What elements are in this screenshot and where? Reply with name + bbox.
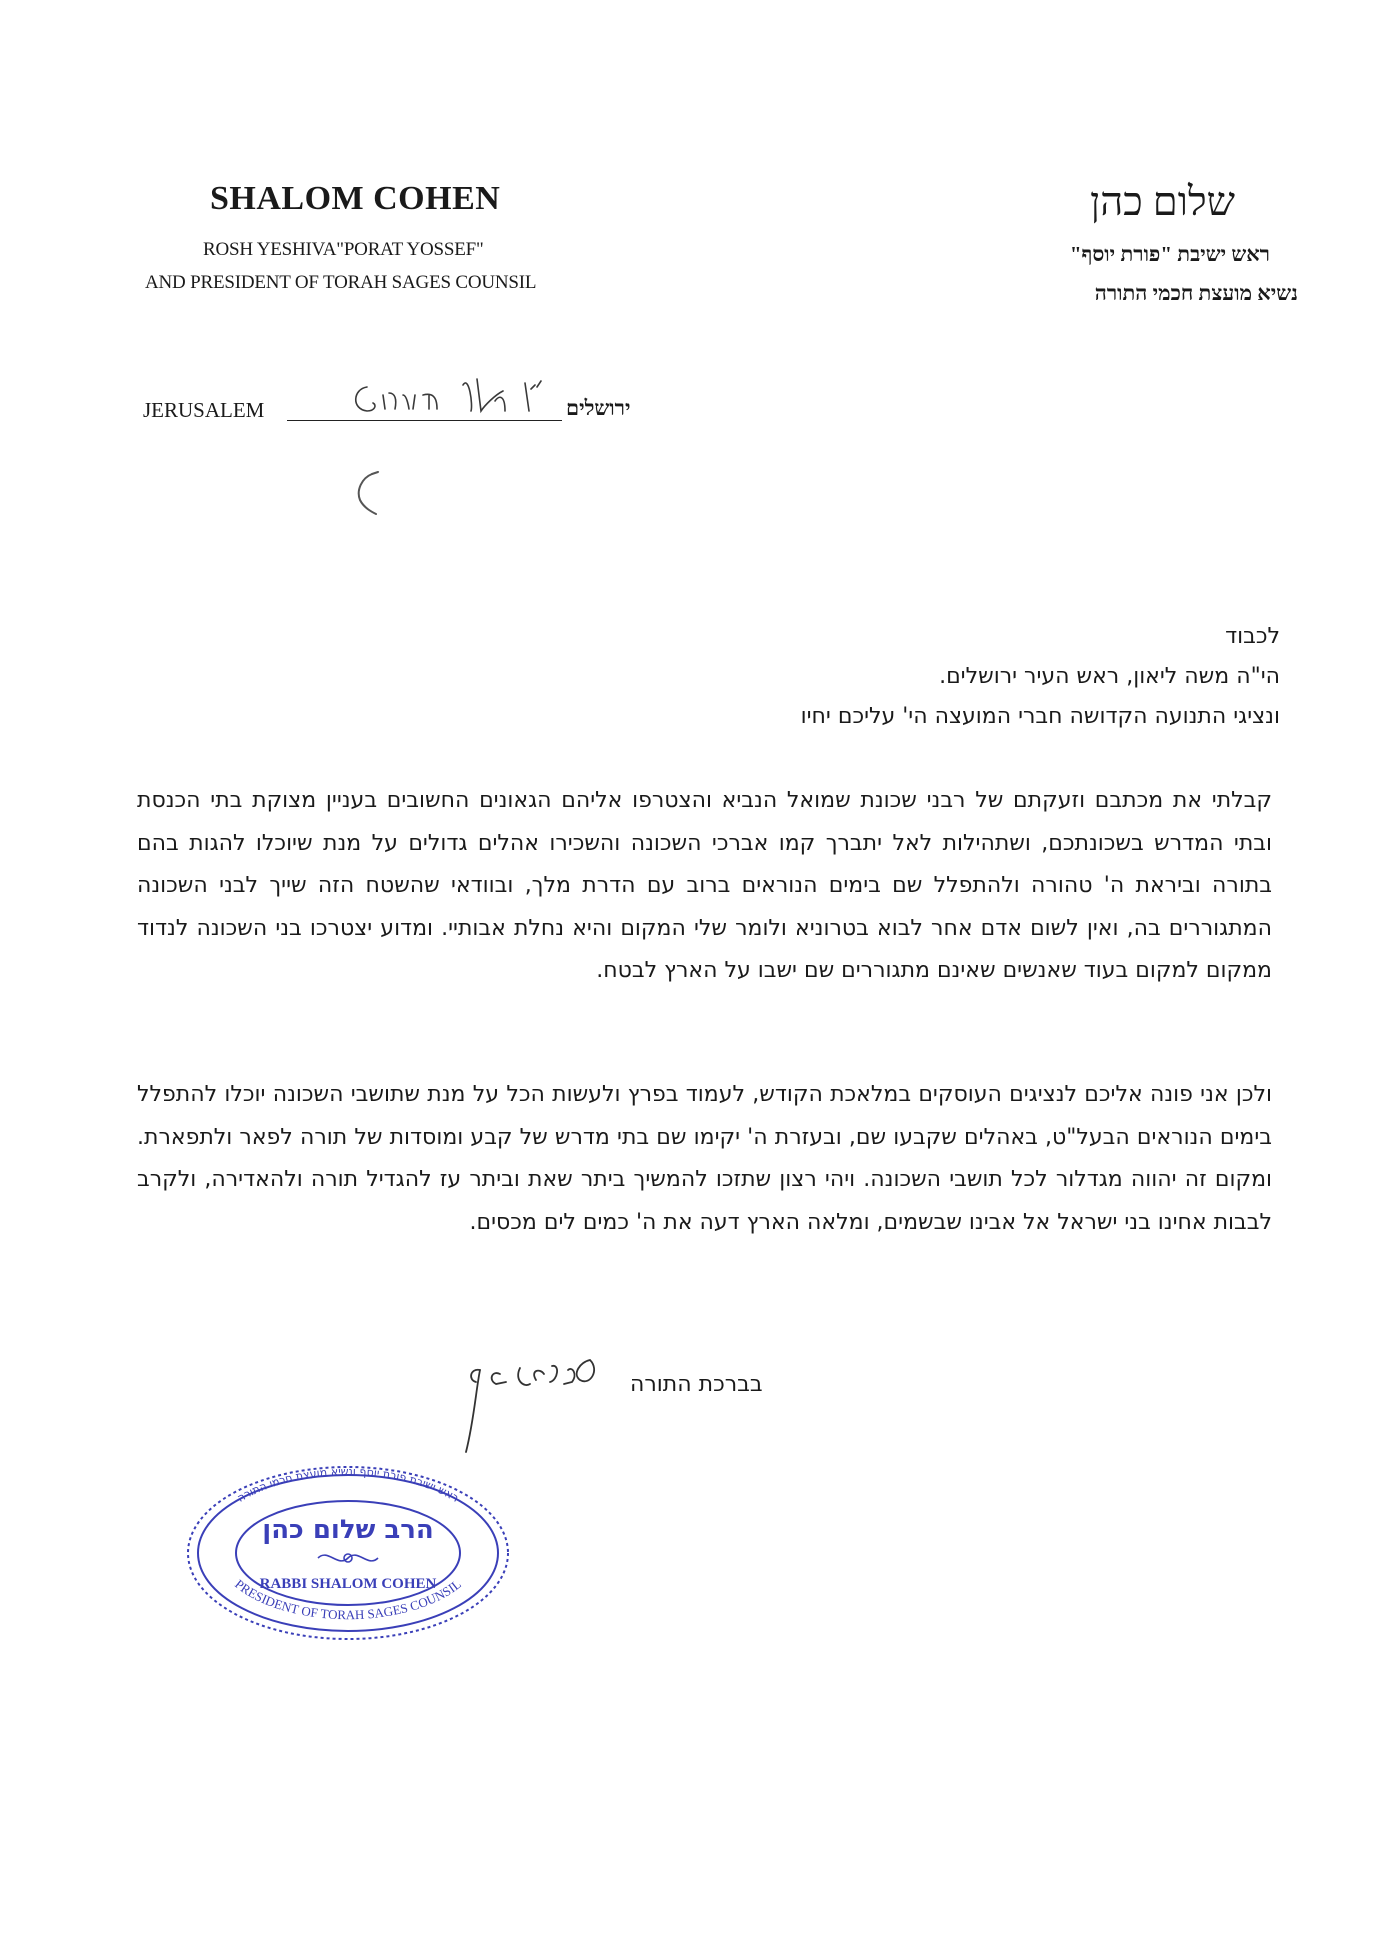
addressee-line1: לכבוד (1225, 624, 1280, 649)
addressee-block (801, 617, 1280, 737)
handwritten-date (345, 365, 575, 425)
letterhead-he-title-line1: ראש ישיבת "פורת יוסף" (1069, 242, 1270, 266)
rabbinical-stamp (178, 1458, 518, 1648)
stamp-ring-english: PRESIDENT OF TORAH SAGES COUNSIL (232, 1576, 464, 1623)
stamp-ornament-icon (318, 1554, 378, 1562)
letterhead-en-title-line2: AND PRESIDENT OF TORAH SAGES COUNSIL (145, 272, 537, 293)
handwritten-signature (440, 1340, 620, 1460)
letterhead-en-name: SHALOM COHEN (210, 180, 501, 217)
addressee-line2: הי"ה משה ליאון, ראש העיר ירושלים. (939, 664, 1280, 689)
addressee-line3: ונציגי התנועה הקדושה חברי המועצה הי' עליכם יחיו (800, 704, 1280, 729)
svg-text:ראש ישיבת פורת יוסף ונשיא מועצ (235, 1465, 461, 1505)
stamp-center-hebrew: הרב שלום כהן (262, 1515, 434, 1545)
letterhead-he-title-line2: נשיא מועצת חכמי התורה (1094, 281, 1298, 305)
pen-mark (350, 468, 390, 518)
letterhead-he-name: שלום כהן (1090, 179, 1235, 224)
closing-blessing: בברכת התורה (630, 1372, 763, 1397)
body-paragraph-2: ולכן אני פונה אליכם לנציגים העוסקים במלאכת הקודש, לעמוד בפרץ ולעשות הכל על מנת שתושבי השכונה יוכלו להתפלל בימים הנוראים הבעל"ט, באהלים שקבעו שם, ובעזרת ה' יקימו שם בתי מדרש של קבע ומוסדות של תורה לפאר ולתפארת. ומקום זה יהווה מגדלור לכל תושבי השכונה. ויהי רצון שתזכו להמשיך ביתר שאת וביתר עז להגדיל תורה ולהאדירה, ולקרב לבבות אחינו בני ישראל אל אבינו שבשמים, ומלאה הארץ דעה את ה' כמים לים מכסים. (137, 1082, 1272, 1235)
city-label-en: JERUSALEM (143, 398, 265, 422)
stamp-ring-hebrew: ראש ישיבת פורת יוסף ונשיא מועצת חכמי התורה (234, 1464, 462, 1505)
city-label-he: ירושלים (566, 396, 631, 420)
stamp-center-english: RABBI SHALOM COHEN (259, 1576, 437, 1592)
body-paragraph-1: קבלתי את מכתבם וזעקתם של רבני שכונת שמואל הנביא והצטרפו אליהם הגאונים החשובים בעניין מצוקת בתי הכנסת ובתי המדרש בשכונתכם, ושתהילות לאל יתברך קמו אברכי השכונה והשכירו אהלים גדולים על מנת שיוכלו להגות בהם בתורה וביראת ה' טהורה ולהתפלל שם בימים הנוראים ברוב עם הדרת מלך, ובוודאי שהשטח הזה שייך לבני השכונה המתגוררים בה, ואין לשום אדם אחר לבוא בטרוניא ולומר שלי המקום והיא נחלת אבותיי. ומדוע יצטרכו בני השכונה לנדוד ממקום למקום בעוד שאנשים שאינם מתגוררים שם ישבו על הארץ לבטח. (137, 788, 1272, 983)
letterhead-en-title-line1: ROSH YESHIVA"PORAT YOSSEF" (203, 239, 484, 260)
